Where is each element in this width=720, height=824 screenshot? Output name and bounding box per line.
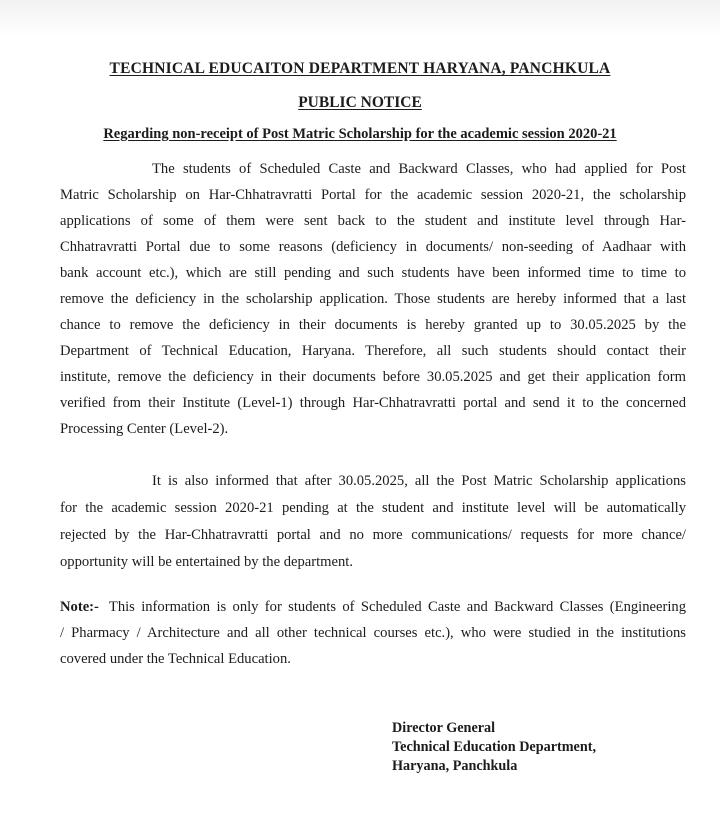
note-line: covered under the Technical Education. [60, 651, 291, 667]
signatory-department: Technical Education Department, [392, 739, 597, 755]
notice-title: PUBLIC NOTICE [298, 94, 422, 111]
paragraph-line: Processing Center (Level-2). [60, 421, 229, 437]
paragraph-line: Chhatravratti Portal due to some reasons (deficiency in documents/ non-seeding of Aadhaar with [60, 239, 686, 255]
paragraph-line: remove the deficiency in the scholarship application. Those students are hereby informed that a last [60, 291, 686, 307]
paragraph-line: verified from their Institute (Level-1) through Har-Chhatravratti portal and send it to the concerned [60, 395, 686, 411]
paragraph-line: opportunity will be entertained by the department. [60, 554, 354, 570]
paragraph-line: It is also informed that after 30.05.2025, all the Post Matric Scholarship applications [152, 473, 686, 489]
note-first-line [60, 598, 686, 616]
paragraph-line: Department of Technical Education, Haryana. Therefore, all such students should contact their [60, 343, 686, 359]
paragraph-line: for the academic session 2020-21 pending at the student and institute level will be automatically [60, 500, 686, 516]
paragraph-line: bank account etc.), which are still pending and such students have been informed time to time to [60, 265, 686, 281]
paragraph-line: The students of Scheduled Caste and Backward Classes, who had applied for Post [152, 161, 686, 177]
page-top-shadow [0, 0, 720, 36]
department-heading: TECHNICAL EDUCAITON DEPARTMENT HARYANA, PANCHKULA [109, 60, 611, 77]
paragraph-line: chance to remove the deficiency in their documents is hereby granted up to 30.05.2025 by the [60, 317, 686, 333]
note-line: This information is only for students of Scheduled Caste and Backward Classes (Engineering [108, 599, 686, 615]
note-line: / Pharmacy / Architecture and all other technical courses etc.), who were studied in the institutions [60, 625, 686, 641]
signatory-location: Haryana, Panchkula [392, 758, 518, 774]
paragraph-line: applications of some of them were sent back to the student and institute level through Har- [60, 213, 686, 229]
signatory-title: Director General [392, 720, 496, 736]
paragraph-line: Matric Scholarship on Har-Chhatravratti Portal for the academic session 2020-21, the scholarship [60, 187, 686, 203]
note-label: Note:- [60, 599, 99, 615]
signature-block [392, 719, 596, 776]
paragraph-line: rejected by the Har-Chhatravratti portal and no more communications/ requests for more chance/ [60, 527, 686, 543]
notice-subject: Regarding non-receipt of Post Matric Scholarship for the academic session 2020-21 [103, 126, 617, 142]
paragraph-line: institute, remove the deficiency in their documents before 30.05.2025 and get their application form [60, 369, 686, 385]
